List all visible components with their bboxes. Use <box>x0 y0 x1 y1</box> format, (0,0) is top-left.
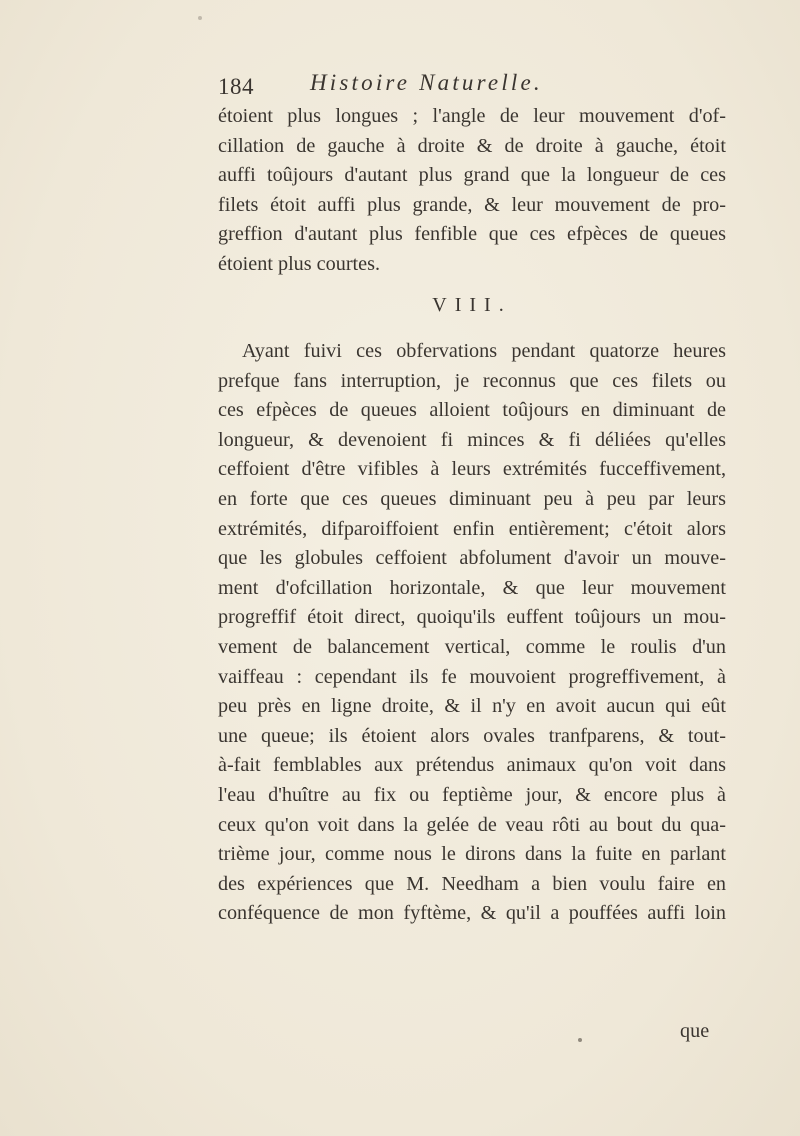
paper-speck <box>578 1038 582 1042</box>
text-line: ment d'ofcillation horizontale, & que leur mouvement <box>218 576 726 599</box>
running-title: Histoire Naturelle. <box>310 70 543 95</box>
text-line: peu près en ligne droite, & il n'y en avoit aucun qui eût <box>218 695 726 718</box>
text-line: à-fait femblables aux prétendus animaux qu'on voit dans <box>218 754 726 777</box>
text-line: vaiffeau : cependant ils fe mouvoient progreffivement, à <box>218 665 726 688</box>
text-line: auffi toûjours d'autant plus grand que la longueur de ces <box>218 164 726 187</box>
text-line: progreffif étoit direct, quoiqu'ils euffent toûjours un mou- <box>218 606 726 629</box>
page-number: 184 <box>218 74 254 99</box>
text-line: conféquence de mon fyftème, & qu'il a pouffées auffi loin <box>218 902 726 925</box>
text-line: greffion d'autant plus fenfible que ces efpèces de queues <box>218 223 726 246</box>
text-line: vement de balancement vertical, comme le roulis d'un <box>218 635 726 658</box>
text-line: ces efpèces de queues alloient toûjours en diminuant de <box>218 399 726 422</box>
text-line: l'eau d'huître au fix ou feptième jour, & encore plus à <box>218 783 726 806</box>
text-line: étoient plus courtes. <box>218 252 381 275</box>
text-line: en forte que ces queues diminuant peu à peu par leurs <box>218 487 726 510</box>
paragraph-continuation <box>218 102 726 280</box>
text-line: trième jour, comme nous le dirons dans la fuite en parlant <box>218 843 726 866</box>
text-line: ceffoient d'être vifibles à leurs extrémités fucceffivement, <box>218 458 726 481</box>
catchword: que <box>680 1020 710 1042</box>
paper-speck <box>198 16 202 20</box>
text-line: que les globules ceffoient abfolument d'avoir un mouve- <box>218 547 726 570</box>
text-line: des expériences que M. Needham a bien voulu faire en <box>218 872 726 895</box>
text-line: Ayant fuivi ces obfervations pendant quatorze heures <box>242 340 726 362</box>
text-line: longueur, & devenoient fi minces & fi déliées qu'elles <box>218 428 726 451</box>
paragraph-section-viii <box>218 337 726 929</box>
text-line: cillation de gauche à droite & de droite à gauche, étoit <box>218 134 726 157</box>
text-line: étoient plus longues ; l'angle de leur mouvement d'of- <box>218 105 726 127</box>
page-header <box>218 68 688 104</box>
section-heading: VIII. <box>432 294 512 316</box>
text-line: extrémités, difparoiffoient enfin entièrement; c'étoit alors <box>218 517 726 540</box>
text-line: une queue; ils étoient alors ovales tranfparens, & tout- <box>218 724 726 747</box>
text-line: ceux qu'on voit dans la gelée de veau rôti au bout du qua- <box>218 813 726 836</box>
text-line: filets étoit auffi plus grande, & leur mouvement de pro- <box>218 193 726 216</box>
text-line: prefque fans interruption, je reconnus que ces filets ou <box>218 369 726 392</box>
